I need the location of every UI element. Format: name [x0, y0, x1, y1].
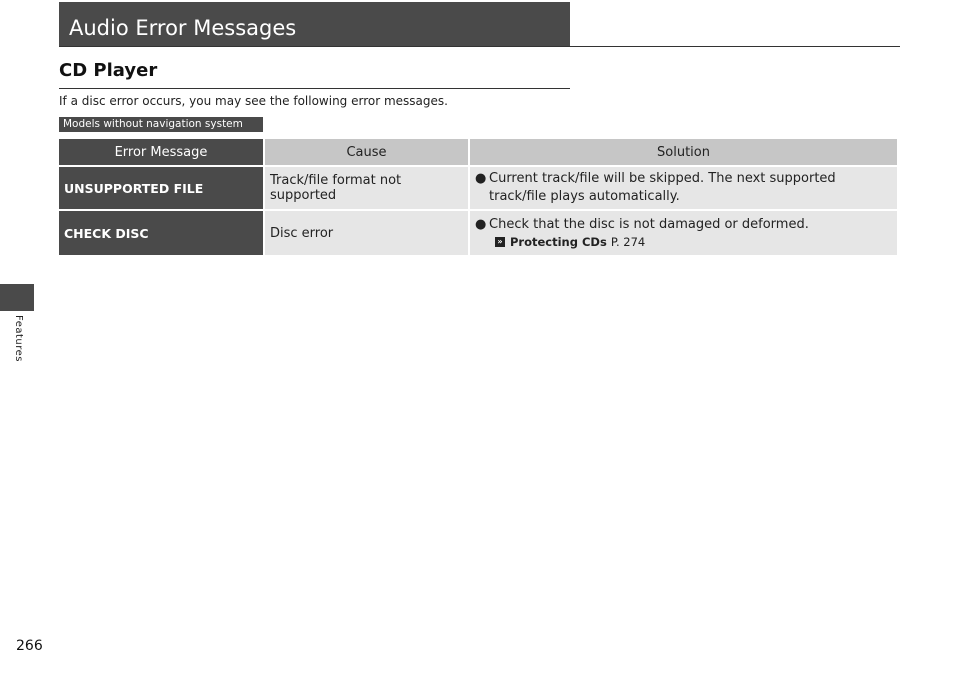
section-title: CD Player — [59, 60, 158, 81]
sidebar-section-label: Features — [13, 315, 24, 362]
cross-reference-link[interactable] — [475, 234, 892, 250]
solution-cell — [470, 167, 897, 209]
reference-arrow-icon: » — [495, 237, 505, 247]
error-table — [57, 137, 899, 257]
reference-page: P. 274 — [610, 235, 646, 249]
table-row — [59, 167, 897, 209]
reference-title: Protecting CDs — [510, 235, 607, 249]
page-number: 266 — [16, 638, 43, 654]
column-header-cause: Cause — [265, 139, 468, 165]
cause-cell: Track/file format not supported — [265, 167, 468, 209]
table-row — [59, 211, 897, 255]
table-header-row — [59, 139, 897, 165]
intro-text: If a disc error occurs, you may see the following error messages. — [59, 94, 448, 108]
title-divider — [59, 46, 900, 47]
error-message-cell: CHECK DISC — [59, 211, 263, 255]
model-tag: Models without navigation system — [59, 117, 263, 132]
sidebar-tab-marker — [0, 284, 34, 311]
column-header-error-message: Error Message — [59, 139, 263, 165]
solution-text: Current track/file will be skipped. The next supported track/file plays automatically. — [489, 171, 836, 204]
bullet-icon: ● — [475, 217, 487, 232]
solution-text: Check that the disc is not damaged or deformed. — [489, 217, 809, 232]
solution-cell — [470, 211, 897, 255]
cause-cell: Disc error — [265, 211, 468, 255]
section-divider — [59, 88, 570, 89]
page-title: Audio Error Messages — [59, 2, 570, 46]
error-message-cell: UNSUPPORTED FILE — [59, 167, 263, 209]
column-header-solution: Solution — [470, 139, 897, 165]
solution-bullet — [475, 216, 892, 234]
solution-bullet — [475, 170, 892, 206]
bullet-icon: ● — [475, 171, 487, 186]
